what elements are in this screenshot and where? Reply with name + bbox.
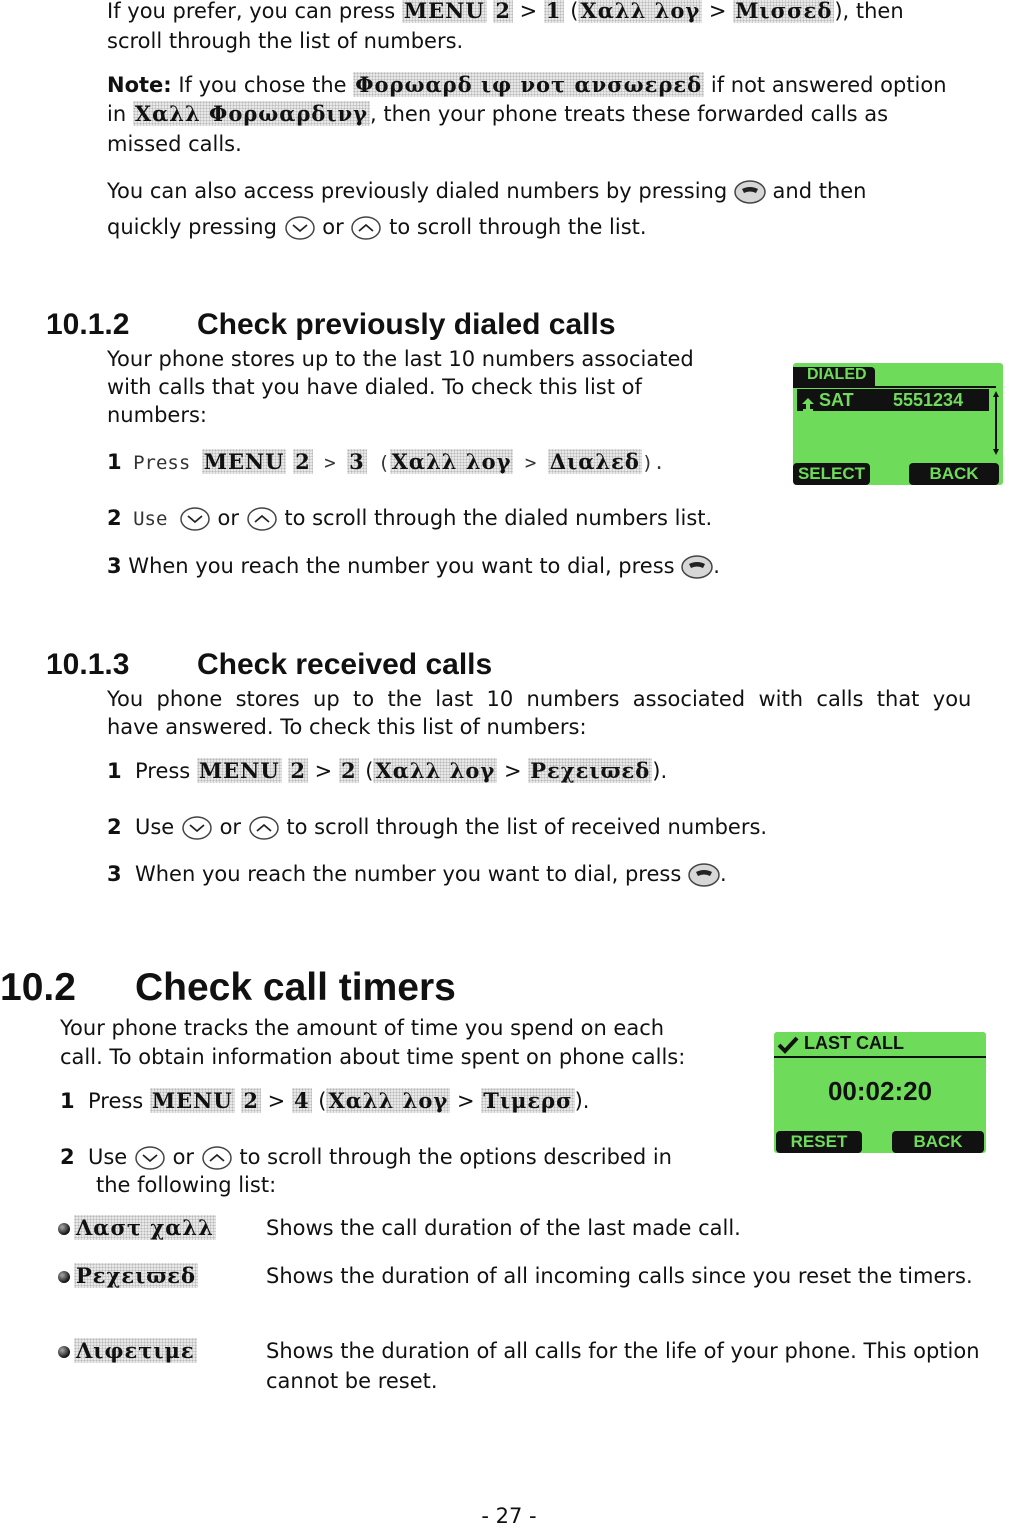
menu-number-key: 3 (349, 449, 365, 474)
menu-key-label: MENU (198, 758, 280, 783)
screen-divider (774, 1056, 986, 1058)
list-item-key (58, 1261, 198, 1291)
page-number: - 27 - (481, 1504, 537, 1528)
phone-screen-last-call (774, 1032, 986, 1153)
paragraph-line: have answered. To check this list of numbers: (107, 715, 587, 739)
paragraph-line: Your phone tracks the amount of time you spend on each (60, 1016, 665, 1040)
select-softkey: SELECT (793, 463, 870, 485)
send-key-icon (688, 862, 720, 888)
section-heading-10-1-3 (46, 648, 492, 682)
bullet-icon (58, 1346, 70, 1358)
menu-number-key: 2 (295, 449, 311, 474)
menu-option-label: Ρεχειϖεδ (530, 758, 651, 783)
scroll-down-key-icon (284, 215, 316, 241)
send-key-icon (681, 554, 713, 580)
list-item-description: Shows the call duration of the last made call. (266, 1216, 741, 1240)
bullet-icon (58, 1223, 70, 1235)
bullet-icon (58, 1271, 70, 1283)
section-heading-10-1-2 (46, 308, 616, 342)
step-1: 1 Press MENU 2 > 2 (Χαλλ λογ > Ρεχειϖεδ). (107, 758, 668, 783)
menu-number-key: 2 (340, 758, 357, 783)
phone-screen-dialed (793, 363, 1003, 485)
option-label: Λιφετιμε (76, 1338, 195, 1363)
scroll-up-key-icon (350, 215, 382, 241)
paragraph-line: You phone stores up to the last 10 numbers associated with calls that you (107, 687, 972, 711)
scroll-down-key-icon (181, 815, 213, 841)
section-title: Check previously dialed calls (197, 308, 616, 341)
list-item-description: Shows the duration of all calls for the life of your phone. This option cannot be reset. (266, 1339, 980, 1393)
list-item-description: Shows the duration of all incoming calls since you reset the timers. (266, 1264, 973, 1288)
scroll-down-key-icon (179, 506, 211, 532)
note-line-1: Note: If you chose the Φορωαρδ ιφ νοτ ανσωερεδ if not answered option (107, 72, 947, 97)
intro-line-2: scroll through the list of numbers. (107, 29, 464, 53)
section-heading-10-2 (0, 966, 456, 1010)
option-label: Ρεχειϖεδ (76, 1263, 197, 1288)
scroll-up-key-icon (246, 506, 278, 532)
checkmark-icon (777, 1035, 799, 1053)
menu-option-label: Χαλλ λογ (580, 0, 701, 23)
screen-header: LAST CALL (804, 1033, 904, 1053)
menu-number-key: 2 (495, 0, 511, 23)
menu-number-key: 1 (545, 0, 562, 23)
paragraph-line: numbers: (107, 403, 207, 427)
step-1: 1 Press MENU 2 > 3 (Χαλλ λογ > Διαλεδ ). (107, 449, 665, 474)
list-item-key (58, 1336, 197, 1366)
menu-option-label: Χαλλ λογ (328, 1088, 449, 1113)
intro-line-1: If you prefer, you can press MENU 2 > 1 (Χαλλ λογ > Μισσεδ), then (107, 0, 904, 23)
entry-number: 5551234 (893, 390, 964, 410)
paragraph-line: Your phone stores up to the last 10 numbers associated (107, 347, 694, 371)
step-2-continued: the following list: (96, 1173, 277, 1197)
paragraph-line: call. To obtain information about time spent on phone calls: (60, 1045, 686, 1069)
step-3: 3 When you reach the number you want to dial, press . (107, 554, 720, 578)
paragraph-line: with calls that you have dialed. To check this list of (107, 375, 642, 399)
back-softkey: BACK (892, 1131, 984, 1153)
scrollbar (993, 391, 999, 455)
intro-also-line-1: You can also access previously dialed numbers by pressing and then (107, 179, 867, 203)
step-2: 2 Use or to scroll through the list of received numbers. (107, 815, 768, 839)
note-label: Note: (107, 73, 172, 97)
menu-option-label: Χαλλ λογ (391, 449, 512, 474)
send-key-icon (734, 179, 766, 205)
menu-key-label: MENU (151, 1088, 233, 1113)
screen-divider (793, 386, 996, 388)
menu-number-key: 2 (290, 758, 306, 783)
step-2: 2 Use or to scroll through the dialed numbers list. (107, 506, 713, 530)
entry-name: SAT (819, 390, 854, 410)
section-number: 10.2 (0, 966, 76, 1009)
list-item-key (58, 1213, 216, 1243)
step-3: 3 When you reach the number you want to dial, press . (107, 862, 727, 886)
menu-number-key: 4 (293, 1088, 310, 1113)
section-title: Check received calls (197, 648, 493, 681)
step-2: 2 Use or to scroll through the options described in (60, 1145, 672, 1169)
back-softkey: BACK (909, 463, 999, 485)
scroll-up-key-icon (248, 815, 280, 841)
scroll-down-key-icon (134, 1145, 166, 1171)
screen-header: DIALED (807, 366, 867, 383)
reset-softkey: RESET (776, 1131, 862, 1153)
section-title: Check call timers (135, 966, 456, 1009)
note-line-3: missed calls. (107, 132, 242, 156)
section-number: 10.1.2 (46, 308, 130, 341)
menu-key-label: MENU (203, 449, 285, 474)
step-1: 1 Press MENU 2 > 4 (Χαλλ λογ > Τιμερσ). (60, 1088, 590, 1113)
menu-option-label: Χαλλ λογ (375, 758, 496, 783)
intro-also-line-2: quickly pressing or to scroll through the list. (107, 215, 647, 239)
menu-option-label: Μισσεδ (735, 0, 833, 23)
note-line-2: in Χαλλ Φορωαρδινγ, then your phone treats these forwarded calls as (107, 101, 889, 126)
menu-option-label: Τιμερσ (483, 1088, 573, 1113)
menu-option-label: Διαλεδ (549, 449, 640, 474)
menu-option-label: Φορωαρδ ιφ νοτ ανσωερεδ (355, 72, 703, 97)
section-number: 10.1.3 (46, 648, 130, 681)
option-label: Λαστ χαλλ (76, 1215, 214, 1240)
menu-key-label: MENU (403, 0, 485, 23)
menu-option-label: Χαλλ Φορωαρδινγ (134, 101, 369, 126)
menu-number-key: 2 (243, 1088, 259, 1113)
dialed-arrow-icon (801, 392, 815, 406)
scroll-up-key-icon (201, 1145, 233, 1171)
call-timer: 00:02:20 (827, 1076, 933, 1106)
